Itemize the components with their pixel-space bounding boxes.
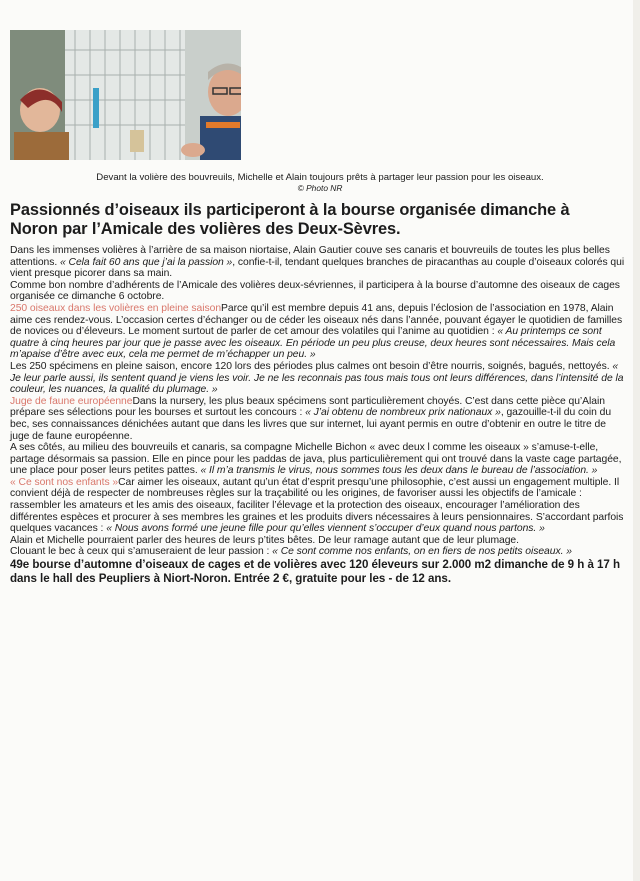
quote-text: « Nous avons formé une jeune fille pour qu’elles viennent s’occuper d’eux quand nous partons. » <box>106 523 545 535</box>
paragraph: Alain et Michelle pourraient parler des heures de leurs p’tites bêtes. De leur ramage autant que de leur plumage. <box>10 534 519 546</box>
scan-edge <box>633 0 640 881</box>
article-body <box>10 245 628 586</box>
paragraph-text: A ses côtés, au milieu des bouvreuils et canaris, sa compagne Michelle Bichon « avec deux l comme les oiseaux » s’amuse-t-elle, partage désormais sa passion. Elle en pince pour les paddas de java, plus particulièrement qui ont trouvé dans la vaste cage partagée, une place pour poser leurs petites pattes. <box>10 442 622 477</box>
article-headline: Passionnés d’oiseaux ils participeront à la bourse organisée dimanche à Noron par l’Amicale des volières des Deux-Sèvres. <box>10 201 570 238</box>
paragraph-text: Clouant le bec à ceux qui s’amuseraient de leur passion : <box>10 546 273 558</box>
quote-text: « Il m’a transmis le virus, nous sommes tous les deux dans le bureau de l’association. » <box>200 465 598 477</box>
paragraph-text: Parce qu’il est membre depuis 41 ans, depuis l’éclosion de l’association en 1978, Alain aime ces rendez-vous. L’occasion certes d’échanger ou de céder les oiseaux nés dans l’année, pouvant égayer le quotidien de familles de novices ou d’éleveurs. Le moment surtout de parler de cet amour des volatiles qui l’anime au quotidien : <box>10 302 623 338</box>
paragraph-text: Car aimer les oiseaux, autant qu’un état d’esprit presqu’une philosophie, c’est aussi un engagement multiple. Il convient déjà de respecter de nombreuses règles sur la traçabilité ou les origines, de favoriser aussi les objectifs de l’amicale : rassembler les amateurs et les amis des oiseaux, faciliter l’élevage et la protection des oiseaux, encourager l’amélioration des différentes espèces et procurer à ses membres les graines et les produits divers nécessaires à leurs pensionnaires. S’accordant parfois quelques vacances : <box>10 476 624 535</box>
event-info: 49e bourse d’automne d’oiseaux de cages et de volières avec 120 éleveurs sur 2.000 m2 dimanche de 9 h à 17 h dans le hall des Peupliers à Niort-Noron. Entrée 2 €, gratuite pour les - de 12 ans. <box>10 558 621 586</box>
quote-text: « Cela fait 60 ans que j’ai la passion » <box>60 256 233 268</box>
section-kicker: Juge de faune européenne <box>10 395 133 407</box>
quote-text: « Ce sont comme nos enfants, on en fiers de nos petits oiseaux. » <box>272 546 572 558</box>
paragraph <box>10 442 628 477</box>
paragraph <box>10 303 628 361</box>
section-kicker: « Ce sont nos enfants » <box>10 476 119 488</box>
quote-text: « Je leur parle aussi, ils sentent quand je viens les voir. Je ne les reconnais pas tous mais tous ont leurs différences, dans l’intensité de la couleur, les nuances, la qualité du plumage. » <box>10 360 624 396</box>
paragraph-text: Les 250 spécimens en pleine saison, encore 120 lors des périodes plus calmes ont besoin d’être nourris, soignés, bagués, nettoyés. <box>10 360 613 372</box>
section-kicker: 250 oiseaux dans les volières en pleine saison <box>10 302 222 314</box>
paragraph <box>10 361 628 396</box>
paragraph <box>10 546 628 558</box>
paragraph-text: Dans les immenses volières à l’arrière de sa maison niortaise, Alain Gautier couve ses canaris et bouvreuils de toutes les plus belles attentions. <box>10 245 610 268</box>
paragraph <box>10 477 628 535</box>
caption-text: Devant la volière des bouvreuils, Michelle et Alain toujours prêts à partager leur passion pour les oiseaux. <box>96 172 544 183</box>
paragraph-text: Dans la nursery, les plus beaux spécimens sont particulièrement choyés. C’est dans cette pièce qu’Alain prépare ses sélections pour les bourses et surtout les concours : <box>10 395 605 419</box>
quote-text: « J’ai obtenu de nombreux prix nationaux » <box>305 407 501 419</box>
paragraph <box>10 245 628 280</box>
photo-credit: © Photo NR <box>297 183 343 193</box>
article-photo-drawing <box>10 30 241 160</box>
article-photo <box>10 30 241 160</box>
photo-caption <box>40 172 600 194</box>
quote-text: « Au printemps ce sont quatre à cinq heures par jour que je passe avec les oiseaux. En période un peu plus creuse, deux heures sont nécessaires. Mais cela m’apaise d’être avec eux, cela me permet de m’échapper un peu. » <box>10 326 616 361</box>
paragraph <box>10 396 628 442</box>
paragraph-text: , confie-t-il, tendant quelques branches de piracanthas au couple d’oiseaux colorés qui vient presque picorer dans sa main. <box>10 256 625 280</box>
paragraph-text: , gazouille-t-il du coin du bec, ses connaissances dénichées autant que dans les livres que sur internet, lui ayant permis en outre d’obtenir en outre le titre de juge de faune européenne. <box>10 407 612 442</box>
paragraph: Comme bon nombre d’adhérents de l’Amicale des volières deux-sévriennes, il participera à la bourse d’automne des oiseaux de cages organisée ce dimanche 6 octobre. <box>10 279 620 303</box>
